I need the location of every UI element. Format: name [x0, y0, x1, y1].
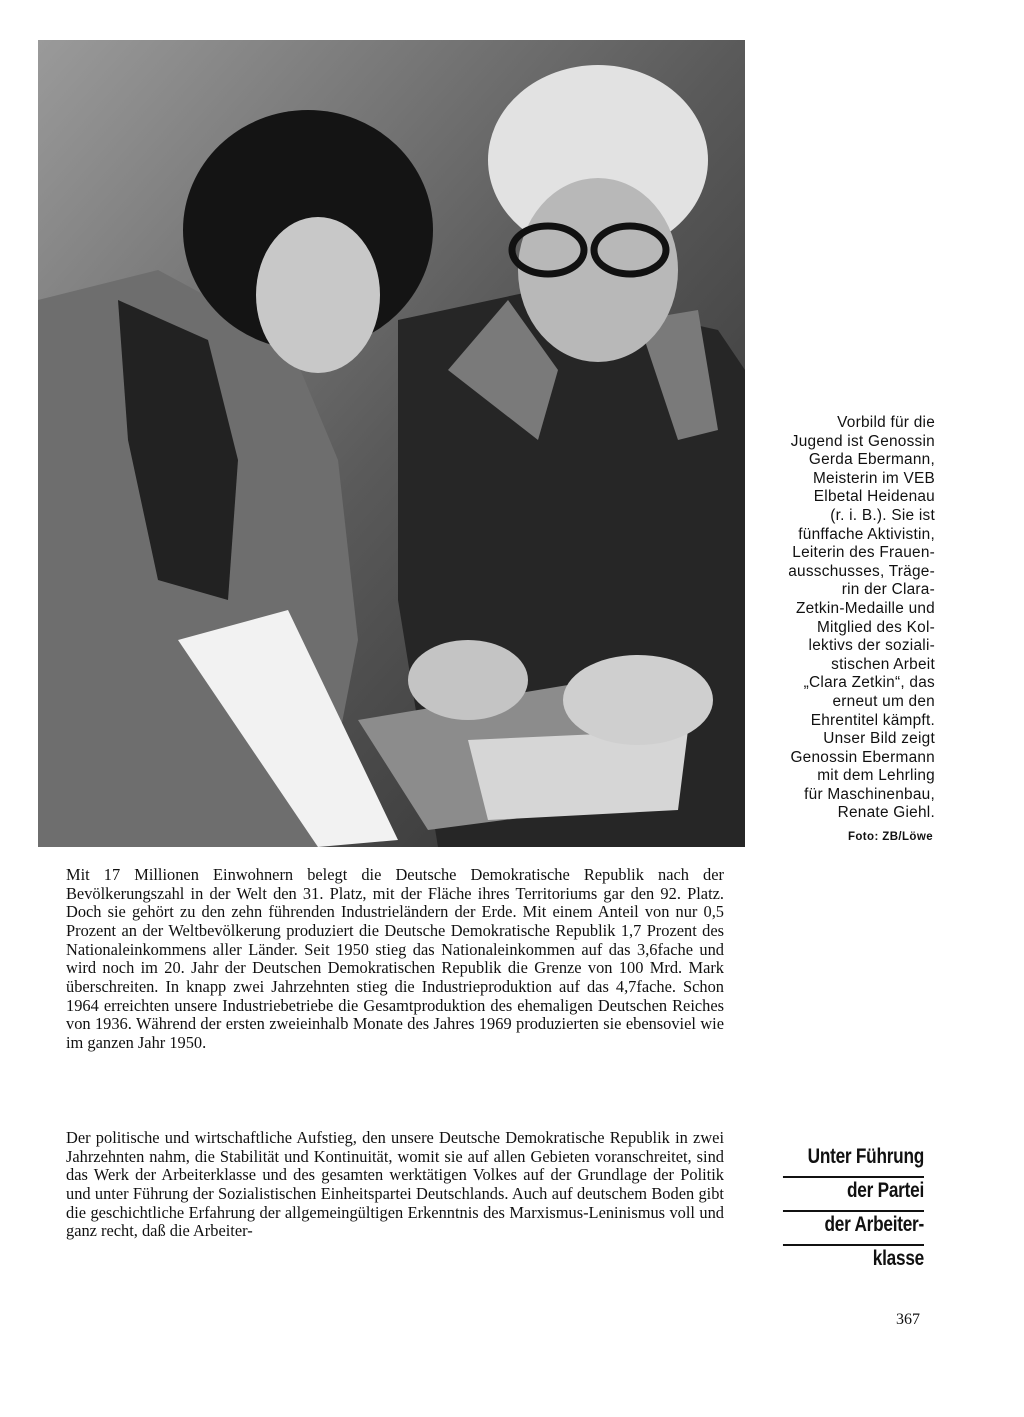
- body-paragraph-1: Mit 17 Millionen Einwohnern belegt die Deutsche Demokratische Republik nach der Bevölkerungszahl in der Welt den 31. Platz, mit der Fläche ihres Territoriums gar den 92. Platz. Doch sie gehört zu den zehn führenden Industrieländern der Erde. Mit einem Anteil von nur 0,5 Prozent an der Weltbevölkerung produziert die Deutsche Demokratische Republik 1,7 Prozent des Nationaleinkommens aller Länder. Seit 1950 stieg das Nationaleinkommen auf das 3,6fache und wird noch im 20. Jahr der Deutschen Demokratischen Republik die Grenze von 100 Mrd. Mark überschreiten. In knapp zwei Jahrzehnten stieg die Industrieproduktion auf das 4,7fache. Schon 1964 erreichten unsere Industriebetriebe die Gesamtproduktion des ehemaligen Deutschen Reiches von 1936. Während der ersten zweieinhalb Monate des Jahres 1969 produzierten sie ebensoviel wie im ganzen Jahr 1950.: [66, 865, 724, 1052]
- side-heading-line-2: der Partei: [783, 1176, 924, 1210]
- side-heading-line-3: der Arbeiter-: [783, 1210, 924, 1244]
- page-number: 367: [896, 1311, 920, 1328]
- side-heading-line-1: Unter Führung: [807, 1145, 924, 1168]
- photo-two-women-at-workbench: [38, 40, 745, 847]
- side-heading: [752, 1144, 924, 1278]
- photo-caption: Vorbild für die Jugend ist Genossin Gerda Ebermann, Meisterin im VEB Elbetal Heidenau (r. i. B.). Sie ist fünffache Aktivistin, Leiterin des Frauen- ausschusses, Träge- rin der Clara- Zetkin-Medaille und Mitglied des Kol- lektivs der soziali- stischen Arbeit „Clara Zetkin“, das erneut um den Ehrentitel kämpft. Unser Bild zeigt Genossin Ebermann mit dem Lehrling für Maschinenbau, Renate Giehl.: [788, 414, 935, 822]
- photo: [38, 40, 745, 847]
- body-paragraph-2: Der politische und wirtschaftliche Aufstieg, den unsere Deutsche Demokratische Republik in zwei Jahrzehnten nahm, die Stabilität und Kontinuität, womit sie auf allen Gebieten voranschreitet, sind das Werk der Arbeiterklasse und des gesamten werktätigen Volkes auf der Grundlage der Politik und unter Führung der Sozialistischen Einheitspartei Deutschlands. Auch auf deutschem Boden gibt die geschichtliche Erfahrung der allgemeingültigen Erkenntnis des Marxismus-Leninismus voll und ganz recht, daß die Arbeiter-: [66, 1128, 724, 1241]
- side-heading-line-4: klasse: [783, 1244, 924, 1278]
- photo-credit: Foto: ZB/Löwe: [847, 831, 933, 843]
